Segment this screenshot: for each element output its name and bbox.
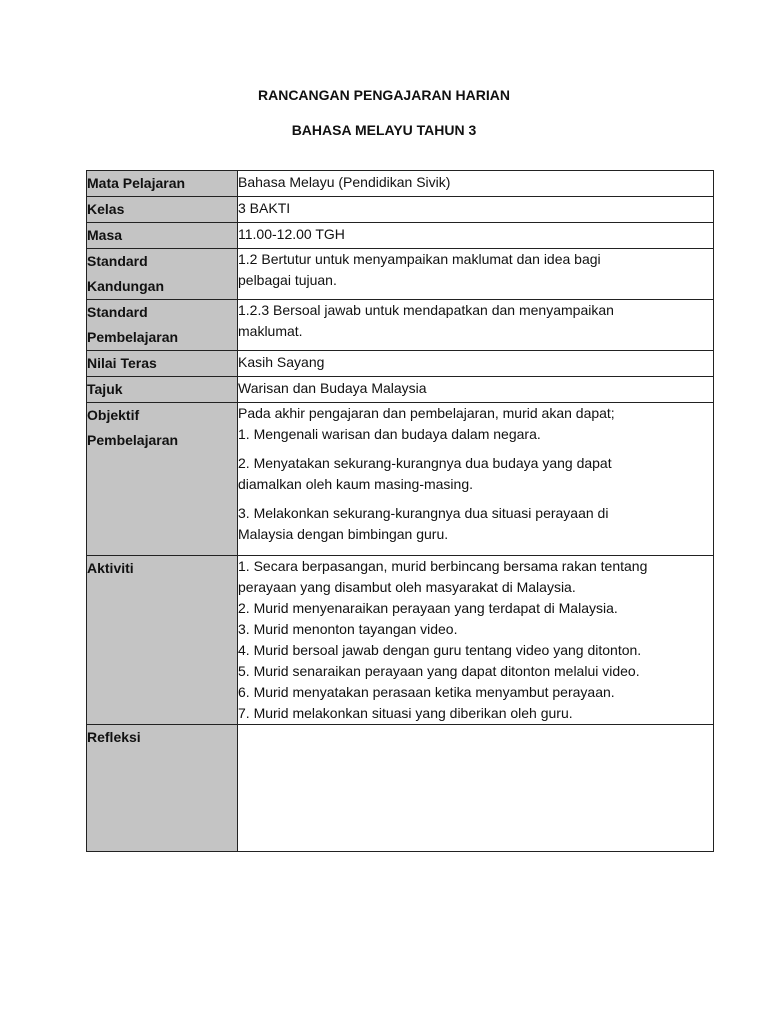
table-row-aktiviti bbox=[87, 556, 714, 725]
activity-line: 3. Murid menonton tayangan video. bbox=[238, 621, 458, 637]
activity-line: 6. Murid menyatakan perasaan ketika menyambut perayaan. bbox=[238, 684, 615, 700]
label-tajuk bbox=[87, 377, 238, 403]
activity-line: 5. Murid senaraikan perayaan yang dapat ditonton melalui video. bbox=[238, 663, 640, 679]
value-text: pelbagai tujuan. bbox=[238, 272, 337, 288]
document-subtitle: BAHASA MELAYU TAHUN 3 bbox=[291, 122, 477, 138]
table-row-tajuk bbox=[87, 377, 714, 403]
value-text: 3 BAKTI bbox=[238, 200, 291, 216]
label-objektif bbox=[87, 403, 238, 556]
objective-item: diamalkan oleh kaum masing-masing. bbox=[238, 476, 473, 492]
value-text: Bahasa Melayu (Pendidikan Sivik) bbox=[238, 174, 451, 190]
table-row-refleksi bbox=[87, 725, 714, 852]
value-standard-kandungan bbox=[238, 249, 714, 300]
objective-item: 1. Mengenali warisan dan budaya dalam negara. bbox=[238, 426, 541, 442]
label-mata-pelajaran bbox=[87, 171, 238, 197]
label-kelas bbox=[87, 197, 238, 223]
value-kelas bbox=[238, 197, 714, 223]
value-aktiviti bbox=[238, 556, 714, 725]
document-title: RANCANGAN PENGAJARAN HARIAN bbox=[257, 87, 510, 103]
objective-intro: Pada akhir pengajaran dan pembelajaran, murid akan dapat; bbox=[238, 405, 615, 421]
value-objektif bbox=[238, 403, 714, 556]
label-text: Standard bbox=[87, 253, 148, 269]
value-masa bbox=[238, 223, 714, 249]
label-text: Masa bbox=[87, 227, 123, 243]
label-text: Tajuk bbox=[87, 381, 123, 397]
table-row-masa bbox=[87, 223, 714, 249]
label-standard-pembelajaran bbox=[87, 300, 238, 351]
activity-line: 1. Secara berpasangan, murid berbincang bersama rakan tentang bbox=[238, 558, 648, 574]
value-text: Kasih Sayang bbox=[238, 354, 325, 370]
table-row-standard-pembelajaran bbox=[87, 300, 714, 351]
value-mata-pelajaran bbox=[238, 171, 714, 197]
table-row-mata-pelajaran bbox=[87, 171, 714, 197]
label-text: Mata Pelajaran bbox=[87, 175, 186, 191]
label-text: Aktiviti bbox=[87, 560, 134, 576]
label-text: Kelas bbox=[87, 201, 125, 217]
label-text: Objektif bbox=[87, 407, 140, 423]
label-masa bbox=[87, 223, 238, 249]
activity-line: 2. Murid menyenaraikan perayaan yang terdapat di Malaysia. bbox=[238, 600, 618, 616]
label-aktiviti bbox=[87, 556, 238, 725]
label-nilai-teras bbox=[87, 351, 238, 377]
value-text: Warisan dan Budaya Malaysia bbox=[238, 380, 427, 396]
value-text: 1.2.3 Bersoal jawab untuk mendapatkan dan menyampaikan bbox=[238, 302, 614, 318]
table-row-standard-kandungan bbox=[87, 249, 714, 300]
activity-line: 4. Murid bersoal jawab dengan guru tentang video yang ditonton. bbox=[238, 642, 642, 658]
value-text: maklumat. bbox=[238, 323, 303, 339]
activity-line: perayaan yang disambut oleh masyarakat di Malaysia. bbox=[238, 579, 576, 595]
label-text: Standard bbox=[87, 304, 148, 320]
label-text: Pembelajaran bbox=[87, 329, 179, 345]
value-refleksi bbox=[238, 725, 714, 852]
objective-item: Malaysia dengan bimbingan guru. bbox=[238, 526, 449, 542]
table-row-nilai-teras bbox=[87, 351, 714, 377]
label-text: Refleksi bbox=[87, 729, 141, 745]
label-refleksi bbox=[87, 725, 238, 852]
table-row-objektif bbox=[87, 403, 714, 556]
table-row-kelas bbox=[87, 197, 714, 223]
activity-line: 7. Murid melakonkan situasi yang diberikan oleh guru. bbox=[238, 705, 573, 721]
objective-item: 2. Menyatakan sekurang-kurangnya dua budaya yang dapat bbox=[238, 455, 612, 471]
value-text: 11.00-12.00 TGH bbox=[238, 226, 345, 242]
value-nilai-teras bbox=[238, 351, 714, 377]
label-text: Pembelajaran bbox=[87, 432, 179, 448]
label-standard-kandungan bbox=[87, 249, 238, 300]
label-text: Nilai Teras bbox=[87, 355, 157, 371]
label-text: Kandungan bbox=[87, 278, 164, 294]
value-tajuk bbox=[238, 377, 714, 403]
lesson-plan-table bbox=[86, 170, 714, 852]
value-text: 1.2 Bertutur untuk menyampaikan maklumat dan idea bagi bbox=[238, 251, 601, 267]
objective-item: 3. Melakonkan sekurang-kurangnya dua situasi perayaan di bbox=[238, 505, 609, 521]
value-standard-pembelajaran bbox=[238, 300, 714, 351]
